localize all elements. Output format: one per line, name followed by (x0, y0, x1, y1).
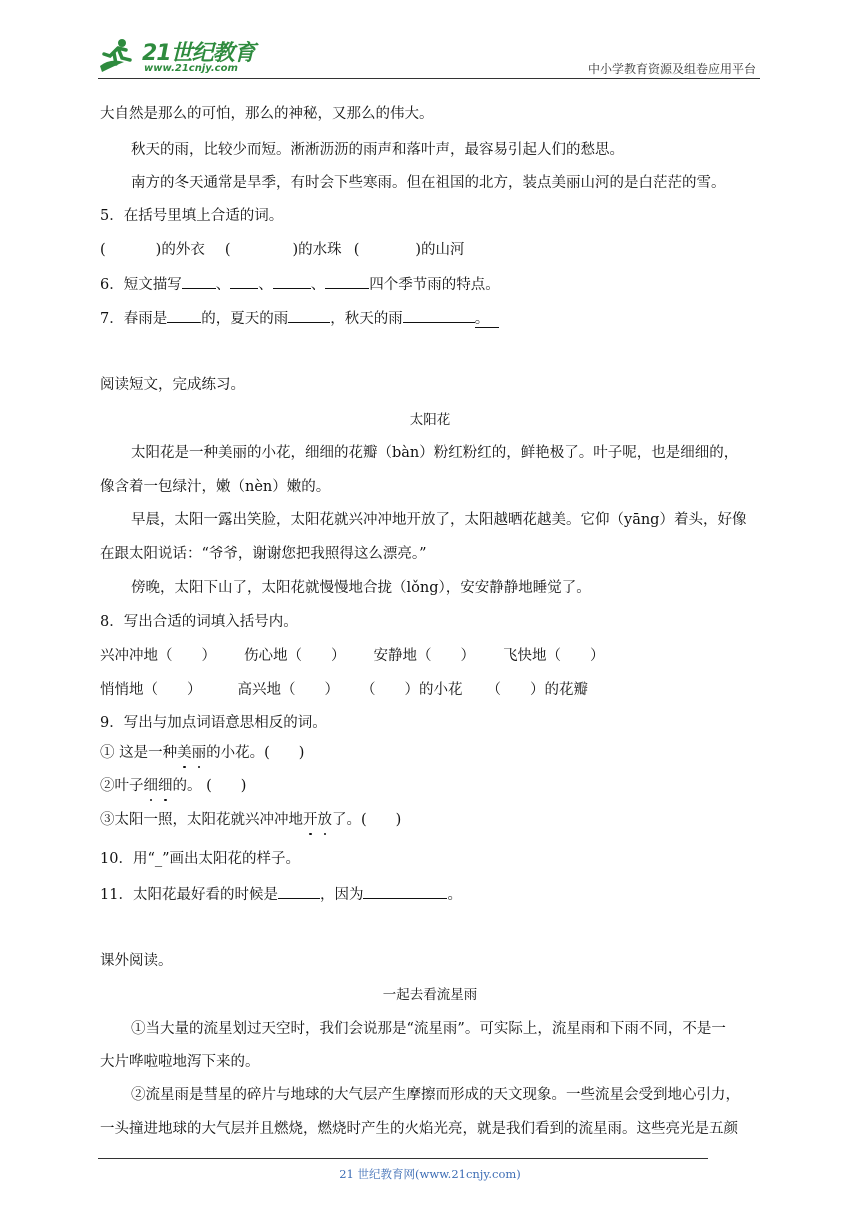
separator: 、 (310, 277, 326, 293)
word-item: （ ）的花瓣 (486, 682, 588, 698)
passage-title: 一起去看流星雨 (382, 987, 478, 1003)
separator: 、 (258, 277, 273, 293)
answer-blank[interactable] (167, 308, 201, 323)
paragraph: 一头撞进地球的大气层并且燃烧，燃烧时产生的火焰光亮，就是我们看到的流星雨。这些亮光是五颜 (100, 1121, 738, 1137)
word-item: 兴冲冲地（ ） (100, 648, 216, 664)
dotted-char: 开 (303, 812, 318, 828)
passage-title: 太阳花 (409, 412, 451, 428)
dotted-char: 美 (177, 745, 192, 761)
paragraph: 南方的冬天通常是旱季，有时会下些寒雨。但在祖国的北方，装点美丽山河的是白茫茫的雪。 (131, 175, 726, 191)
site-logo (96, 36, 266, 80)
question-8-row (100, 680, 588, 700)
q9-text: 的。 ( ) (172, 778, 247, 794)
q5-item: )的山河 (415, 242, 465, 258)
q11-text: 11．太阳花最好看的时候是 (100, 887, 278, 903)
question-10: 10．用“_”画出太阳花的样子。 (100, 851, 301, 867)
question-9-item-3 (100, 810, 401, 830)
header-platform-name: 中小学教育资源及组卷应用平台 (587, 62, 756, 76)
answer-blank[interactable] (403, 308, 475, 323)
word-item: 悄悄地（ ） (100, 682, 202, 698)
word-item: （ ）的小花 (361, 682, 463, 698)
question-11 (100, 884, 462, 905)
paragraph: 大片哗啦啦地泻下来的。 (100, 1054, 260, 1070)
header-divider (98, 78, 760, 79)
q9-text: ① 这是一种 (100, 745, 178, 761)
answer-blank[interactable] (325, 274, 369, 289)
question-9-item-2 (100, 776, 246, 796)
question-9: 9．写出与加点词语意思相反的词。 (100, 715, 327, 731)
q7-text: ，秋天的雨 (330, 311, 403, 327)
answer-blank[interactable] (288, 308, 330, 323)
paragraph: ②流星雨是彗星的碎片与地球的大气层产生摩擦而形成的天文现象。一些流星会受到地心引力， (131, 1087, 740, 1103)
answer-blank[interactable] (273, 274, 311, 289)
word-item: 飞快地（ ） (503, 648, 605, 664)
question-9-item-1 (100, 743, 304, 763)
answer-blank[interactable] (230, 274, 258, 289)
word-item: 伤心地（ ） (244, 648, 346, 664)
dotted-char: 放 (317, 812, 332, 828)
logo-url-text: www.21cnjy.com (144, 63, 238, 74)
paragraph: 太阳花是一种美丽的小花，细细的花瓣（bàn）粉红粉红的，鲜艳极了。叶子呢，也是细细的， (131, 445, 739, 461)
separator: 、 (215, 277, 231, 293)
q9-text: ②叶子 (100, 778, 144, 794)
bracket-open: ( (100, 242, 106, 258)
bracket-open: ( (224, 242, 231, 258)
question-7 (100, 308, 499, 329)
paragraph: 大自然是那么的可怕，那么的神秘，又那么的伟大。 (100, 106, 434, 122)
question-8: 8．写出合适的词填入括号内。 (100, 614, 298, 630)
q9-text: 的小花。( ) (206, 745, 305, 761)
q7-text: 的，夏天的雨 (201, 311, 289, 327)
q9-text: 了。( ) (332, 812, 402, 828)
paragraph: 傍晚，太阳下山了，太阳花就慢慢地合拢（lǒng），安安静静地睡觉了。 (131, 580, 591, 596)
paragraph: 像含着一包绿汁，嫩（nèn）嫩的。 (100, 479, 331, 495)
footer-divider (98, 1158, 708, 1159)
footer-text: 21 世纪教育网(www.21cnjy.com) (339, 1167, 521, 1181)
answer-blank[interactable] (278, 884, 320, 899)
question-6 (100, 274, 500, 295)
q11-text: 。 (447, 887, 462, 903)
paragraph: 在跟太阳说话：“爷爷，谢谢您把我照得这么漂亮。” (100, 546, 427, 562)
paragraph: 秋天的雨，比较少而短。淅淅沥沥的雨声和落叶声，最容易引起人们的愁思。 (131, 142, 624, 158)
dotted-char: 丽 (191, 745, 207, 761)
dotted-char: 细 (158, 778, 173, 794)
question-5-items (100, 240, 465, 260)
word-item: 高兴地（ ） (237, 682, 339, 698)
question-5: 5．在括号里填上合适的词。 (100, 208, 284, 224)
runner-logo-icon (96, 36, 136, 76)
section-intro: 课外阅读。 (100, 953, 173, 969)
logo-main-text: 21世纪教育 (142, 41, 255, 66)
word-item: 安静地（ ） (373, 648, 475, 664)
q9-text: ③太阳一照，太阳花就兴冲冲地 (100, 812, 303, 828)
bracket-open: ( (353, 242, 360, 258)
answer-blank[interactable] (363, 884, 447, 899)
q11-text: ，因为 (319, 887, 364, 903)
q7-text: 。 (475, 311, 500, 328)
section-intro: 阅读短文，完成练习。 (100, 377, 245, 393)
answer-blank[interactable] (182, 274, 216, 289)
paragraph: 早晨，太阳一露出笑脸，太阳花就兴冲冲地开放了，太阳越晒花越美。它仰（yāng）着头，好像 (131, 512, 747, 528)
q5-item: )的外衣 (155, 242, 205, 258)
q7-text: 7．春雨是 (100, 311, 168, 327)
q6-text: 四个季节雨的特点。 (369, 277, 500, 293)
question-8-row (100, 646, 605, 666)
q6-text: 6．短文描写 (100, 277, 182, 293)
dotted-char: 细 (143, 778, 158, 794)
paragraph: ①当大量的流星划过天空时，我们会说那是“流星雨”。可实际上，流星雨和下雨不同，不是一 (131, 1021, 726, 1037)
q5-item: )的水珠 (292, 242, 342, 258)
